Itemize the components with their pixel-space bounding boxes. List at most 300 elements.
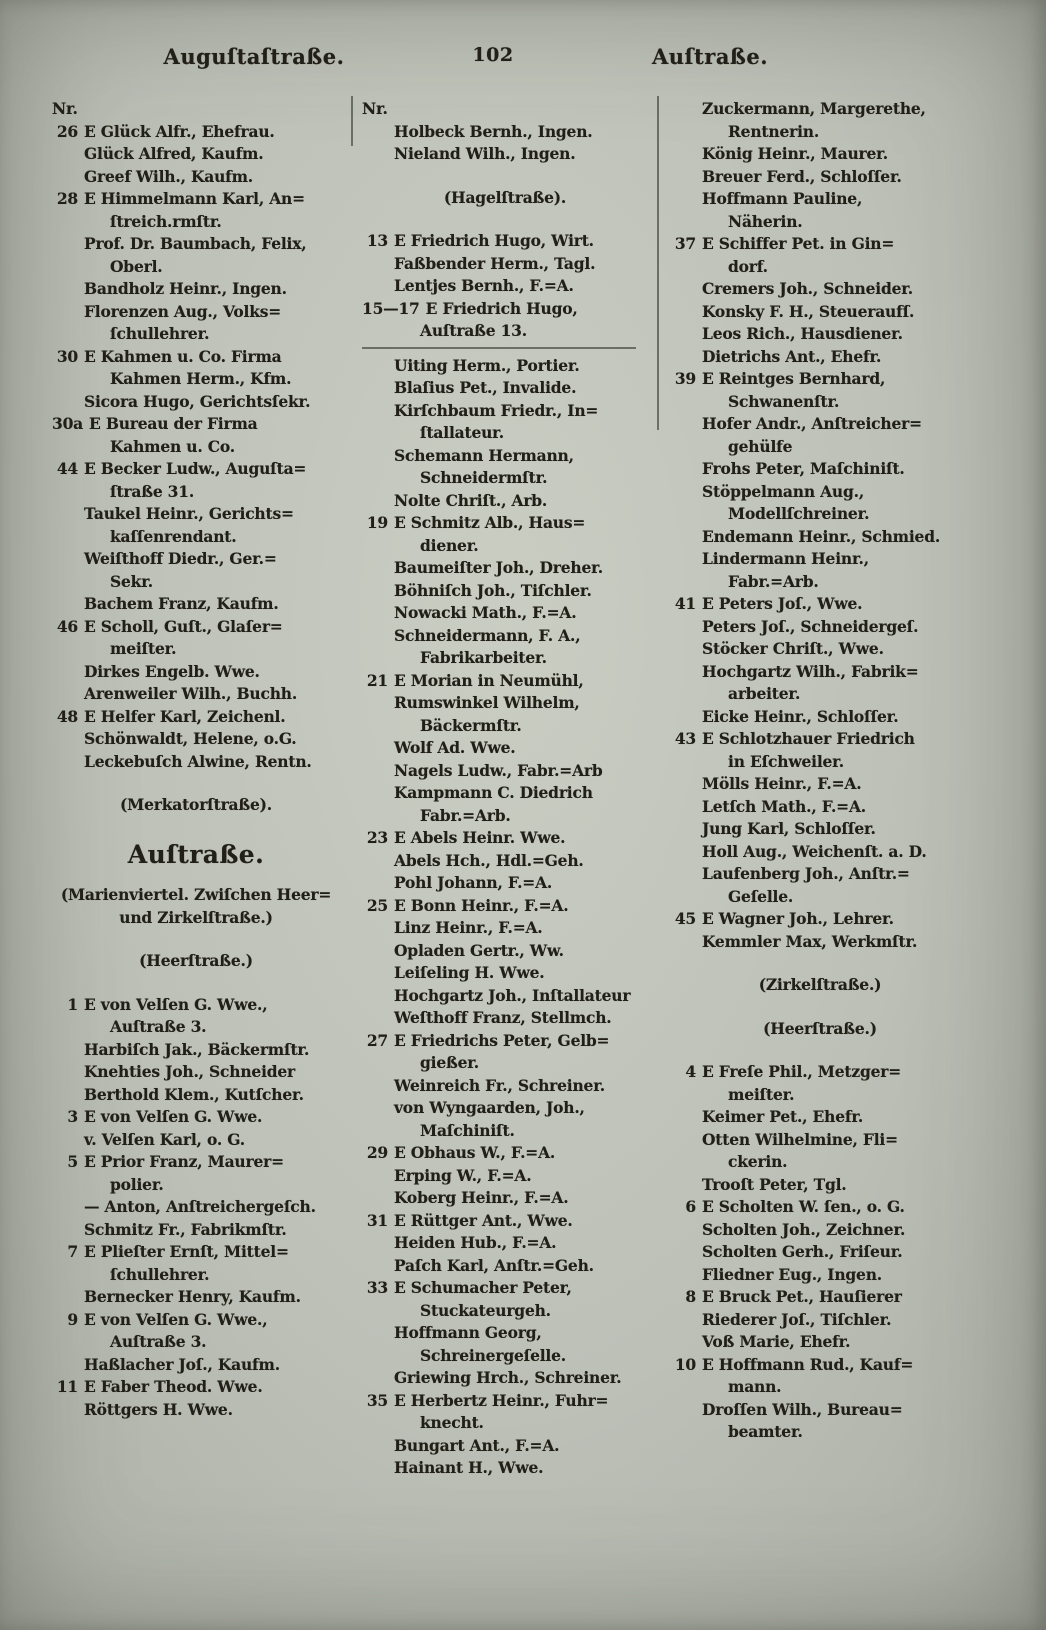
line-text: Holbeck Bernh., Ingen. [394,121,593,141]
directory-entry [362,1277,648,1390]
directory-line [670,121,970,144]
line-text: Griewing Hrch., Schreiner. [394,1368,622,1387]
line-text: von Wyngaarden, Joh., [394,1098,585,1117]
line-text: Fliedner Eug., Ingen. [702,1264,882,1284]
line-text: E Faber Theod. Wwe. [84,1377,263,1396]
directory-line [670,1399,970,1422]
directory-line [670,323,970,346]
directory-line [670,818,970,841]
line-text: Näherin. [728,211,803,231]
directory-line [362,850,648,873]
directory-line [362,985,648,1008]
directory-entry [670,1196,970,1286]
directory-line [52,188,340,211]
directory-line [670,931,970,954]
directory-line [362,580,648,603]
line-text: Frohs Peter, Maſchiniſt. [702,459,905,478]
directory-line [362,121,648,144]
line-text: Sekr. [110,571,153,591]
line-text: Glück Alfred, Kaufm. [84,144,264,163]
directory-line [362,917,648,940]
street-heading: Auſtraße. [127,839,265,869]
directory-line [362,1210,648,1233]
line-text: Schneidermann, F. A., [394,625,581,645]
directory-line [362,625,648,648]
directory-line [362,320,648,343]
line-text: Hofer Andr., Anſtreicher= [702,414,922,433]
directory-line [670,728,970,751]
house-number: 7 [67,1242,78,1261]
house-number: 44 [56,459,78,478]
line-text: Berthold Klem., Kutſcher. [84,1084,304,1104]
line-text: E Reintges Bernhard, [702,369,886,388]
directory-line [52,1354,340,1377]
directory-entry [52,413,340,458]
cross-reference: (Hagelſtraße). [443,187,567,207]
directory-line [52,1399,340,1422]
directory-line [52,121,340,144]
line-text: Kirſchbaum Friedr., In= [394,400,599,420]
line-text: E Kahmen u. Co. Firma [84,346,282,366]
directory-line [362,1435,648,1458]
directory-columns [52,98,1046,1480]
house-number: 29 [366,1143,388,1162]
directory-line [670,301,970,324]
directory-line [362,1390,648,1413]
directory-line [362,512,648,535]
directory-entry [670,908,970,953]
house-number: 3 [67,1107,78,1126]
nr-heading: Nr. [362,99,388,118]
directory-line [362,827,648,850]
page-number: 102 [472,44,514,66]
line-text: Konsky F. H., Steueraufſ. [702,301,915,321]
directory-line [362,1232,648,1255]
line-text: E Morian in Neumühl, [394,670,584,690]
directory-line [52,1061,340,1084]
line-text: E Himmelmann Karl, An= [84,189,305,208]
directory-entry [52,1376,340,1421]
line-text: meiſter. [728,1084,795,1104]
house-number: 31 [366,1210,388,1230]
directory-line [670,1331,970,1354]
directory-line [670,841,970,864]
directory-line [52,593,340,616]
line-text: Trooſt Peter, Tgl. [702,1174,847,1194]
directory-line [362,1052,648,1075]
cross-reference: (Zirkelſtraße.) [758,975,882,994]
nr-heading: Nr. [52,99,78,118]
line-text: Lindermann Heinr., [702,549,869,568]
directory-line [52,616,340,639]
directory-line [52,1376,340,1399]
directory-line [52,1106,340,1129]
directory-line [52,1331,340,1354]
line-text: Schmitz Fr., Fabrikmſtr. [84,1219,287,1239]
directory-line [52,256,340,279]
directory-line [52,503,340,526]
line-text: Stöcker Chriſt., Wwe. [702,639,884,658]
line-text: Schreinergeſelle. [420,1345,566,1365]
directory-line [670,1286,970,1309]
line-text: König Heinr., Maurer. [702,144,888,163]
line-text: beamter. [728,1422,803,1441]
house-number: 9 [67,1309,78,1329]
line-text: E Freſe Phil., Metzger= [702,1062,902,1081]
line-text: Koberg Heinr., F.=A. [394,1188,569,1207]
directory-line [670,548,970,571]
directory-line [670,233,970,256]
house-number: 41 [674,594,696,613]
directory-line [362,1457,648,1480]
directory-entry [52,188,340,346]
line-text: dorf. [728,256,768,276]
directory-line [362,1097,648,1120]
directory-line [670,1174,970,1197]
directory-line [52,994,340,1017]
line-text: Pohl Johann, F.=A. [394,873,553,892]
house-number: 5 [67,1152,78,1171]
line-text: Scholten Gerh., Friſeur. [702,1242,903,1261]
line-text: gehülfe [728,436,793,456]
directory-entry [362,1390,648,1480]
line-text: Weiſthoff Diedr., Ger.= [84,549,277,568]
street-note-line: und Zirkelſtraße.) [119,907,273,927]
directory-line [52,211,340,234]
line-text: Scholten Joh., Zeichner. [702,1219,906,1239]
directory-line [362,670,648,693]
line-text: Hochgartz Joh., Inſtallateur [394,985,631,1005]
line-text: arbeiter. [728,684,801,703]
directory-line [52,751,340,774]
separator-rule [362,347,636,349]
line-text: Riederer Joſ., Tiſchler. [702,1309,892,1329]
street-note [52,884,340,929]
line-text: Böhniſch Joh., Tiſchler. [394,580,592,600]
directory-entry [52,1151,340,1241]
directory-line [52,143,340,166]
line-text: E Obhaus W., F.=A. [394,1143,556,1162]
house-number: 35 [366,1390,388,1410]
line-text: Holl Aug., Weichenſt. a. D. [702,841,927,861]
line-text: Hoffmann Georg, [394,1323,542,1342]
directory-entry [52,1309,340,1377]
directory-entry [670,98,970,233]
line-text: Nagels Ludw., Fabr.=Arb [394,760,603,780]
directory-line [670,1151,970,1174]
directory-line [670,1196,970,1219]
line-text: Abels Hch., Hdl.=Geh. [394,850,584,870]
line-text: Mölls Heinr., F.=A. [702,774,862,793]
line-text: Opladen Gertr., Ww. [394,940,564,960]
directory-line [362,400,648,423]
directory-line [670,98,970,121]
directory-line [52,1264,340,1287]
directory-line [362,1322,648,1345]
line-text: Leckebuſch Alwine, Rentn. [84,751,312,771]
line-text: Hainant H., Wwe. [394,1458,544,1477]
directory-line [52,301,340,324]
line-text: Breuer Ferd., Schloſſer. [702,166,902,186]
directory-entry [362,895,648,1030]
directory-line [362,760,648,783]
directory-entry [52,616,340,706]
line-text: Paſch Karl, Anſtr.=Geh. [394,1255,594,1275]
line-text: E Schlotzhauer Friedrich [702,729,915,748]
directory-line [362,1300,648,1323]
line-text: Weinreich Fr., Schreiner. [394,1075,605,1095]
line-text: E Helfer Karl, Zeichenl. [84,706,286,726]
directory-line [670,616,970,639]
directory-line [670,481,970,504]
directory-line [670,1376,970,1399]
directory-line [670,863,970,886]
directory-line [362,298,648,321]
line-text: E Glück Alfr., Ehefrau. [84,121,275,141]
house-number: 15—17 [362,298,420,318]
directory-line [362,737,648,760]
directory-line [670,908,970,931]
house-number: 6 [685,1197,696,1216]
line-text: Laufenberg Joh., Anſtr.= [702,864,910,883]
line-text: Modellſchreiner. [728,504,870,523]
directory-line [362,490,648,513]
directory-line [670,1264,970,1287]
line-text: Faßbender Herm., Tagl. [394,253,596,273]
directory-line [670,571,970,594]
line-text: mann. [728,1377,782,1396]
street-note-line: (Marienviertel. Zwiſchen Heer= [60,885,332,904]
directory-line [52,706,340,729]
directory-line [670,391,970,414]
line-text: Otten Wilhelmine, Fli= [702,1129,898,1149]
directory-entry [52,121,340,189]
directory-line [670,796,970,819]
directory-line [52,458,340,481]
line-text: knecht. [420,1413,484,1432]
line-text: Hochgartz Wilh., Fabrik= [702,661,919,681]
directory-entry [52,994,340,1107]
line-text: E Schiffer Pet. in Gin= [702,234,895,253]
line-text: Jung Karl, Schloſſer. [702,819,876,838]
directory-entry [362,670,648,828]
line-text: Bungart Ant., F.=A. [394,1435,560,1455]
directory-line [52,1151,340,1174]
directory-line [670,1106,970,1129]
line-text: E Schumacher Peter, [394,1278,572,1297]
directory-entry [362,1030,648,1143]
line-text: E Bonn Heinr., F.=A. [394,895,569,915]
line-text: Uiting Herm., Portier. [394,355,580,375]
directory-line [670,166,970,189]
directory-entry [670,233,970,368]
directory-line [362,940,648,963]
running-header-right: Auſtraße. [651,44,769,69]
line-text: Dietrichs Ant., Ehefr. [702,346,882,366]
line-text: Lentjes Bernh., F.=A. [394,276,574,295]
house-number: 10 [674,1354,696,1374]
directory-line [52,1196,340,1219]
directory-line [670,256,970,279]
directory-line [670,706,970,729]
line-text: Florenzen Aug., Volks= [84,301,282,321]
directory-entry [362,1210,648,1278]
directory-line [362,1120,648,1143]
line-text: ſchullehrer. [110,1264,210,1284]
line-text: Baumeiſter Joh., Dreher. [394,558,603,577]
line-text: Nowacki Math., F.=A. [394,603,577,622]
house-number: 28 [56,189,78,208]
directory-line [670,1084,970,1107]
directory-line [362,230,648,253]
line-text: Auſtraße 13. [420,321,527,340]
directory-line [52,638,340,661]
directory-line [670,683,970,706]
directory-line [52,548,340,571]
directory-entry [52,706,340,774]
line-text: E Friedrich Hugo, Wirt. [394,231,594,250]
directory-line [362,557,648,580]
house-number: 39 [674,369,696,388]
line-text: Fabr.=Arb. [420,805,511,825]
directory-line [362,275,648,298]
directory-line [670,436,970,459]
directory-line [52,1241,340,1264]
line-text: Leiſeling H. Wwe. [394,963,545,982]
line-text: Schwanenſtr. [728,391,840,411]
line-text: meiſter. [110,639,177,658]
line-text: diener. [420,535,479,555]
directory-line [362,602,648,625]
directory-column [670,98,970,1444]
line-text: Linz Heinr., F.=A. [394,918,543,937]
directory-line [52,1309,340,1332]
directory-line [362,692,648,715]
house-number: 21 [366,670,388,690]
directory-line [362,895,648,918]
line-text: Eicke Heinr., Schloſſer. [702,706,899,726]
line-text: Kampmann C. Diedrich [394,783,593,802]
directory-line [52,166,340,189]
directory-line [670,413,970,436]
directory-line [52,1174,340,1197]
house-number: 46 [56,616,78,636]
directory-line [670,593,970,616]
line-text: Auſtraße 3. [110,1332,207,1351]
line-text: E Friedrichs Peter, Gelb= [394,1030,610,1050]
line-text: E Rüttger Ant., Wwe. [394,1210,573,1230]
directory-line [52,368,340,391]
line-text: polier. [110,1174,164,1194]
line-text: Erping W., F.=A. [394,1165,532,1185]
directory-line [52,1219,340,1242]
house-number: 43 [674,729,696,748]
line-text: Nolte Chriſt., Arb. [394,490,548,510]
line-text: E Friedrich Hugo, [425,298,578,318]
house-number: 30a [52,414,84,433]
house-number: 27 [366,1030,388,1050]
line-text: E Hoffmann Rud., Kauf= [702,1354,914,1374]
directory-line [362,1255,648,1278]
directory-entry [670,1286,970,1354]
line-text: E von Velſen G. Wwe. [84,1107,263,1126]
line-text: Fabr.=Arb. [728,571,819,591]
directory-line [670,346,970,369]
directory-line [670,638,970,661]
directory-line [52,481,340,504]
house-number: 23 [366,828,388,847]
line-text: E Scholten W. ſen., o. G. [702,1197,905,1216]
directory-line [52,1016,340,1039]
line-text: E Wagner Joh., Lehrer. [702,909,894,928]
directory-line [52,278,340,301]
line-text: gießer. [420,1053,479,1072]
directory-line [670,1241,970,1264]
directory-line [670,458,970,481]
line-text: E Plieſter Ernſt, Mittel= [84,1242,289,1261]
directory-line [362,872,648,895]
line-text: Stöppelmann Aug., [702,481,865,501]
line-text: Droſſen Wilh., Bureau= [702,1399,903,1419]
line-text: Schemann Hermann, [394,445,574,465]
directory-line [362,355,648,378]
directory-line [52,1039,340,1062]
line-text: E Peters Joſ., Wwe. [702,594,863,613]
line-text: E Becker Ludw., Auguſta= [84,459,307,478]
directory-line [670,278,970,301]
line-text: Hoffmann Pauline, [702,189,863,208]
line-text: Taukel Heinr., Gerichts= [84,504,294,523]
line-text: E Abels Heinr. Wwe. [394,828,566,847]
directory-line [52,728,340,751]
line-text: Kemmler Max, Werkmſtr. [702,931,918,951]
line-text: ſchullehrer. [110,324,210,343]
line-text: Kahmen u. Co. [110,436,235,456]
directory-line [52,391,340,414]
line-text: Auſtraße 3. [110,1017,207,1036]
directory-line [52,346,340,369]
directory-line [362,1142,648,1165]
directory-entry [52,1241,340,1309]
directory-line [670,1421,970,1444]
directory-line [670,368,970,391]
house-number: 4 [685,1062,696,1081]
line-text: E Prior Franz, Maurer= [84,1152,284,1171]
directory-line [52,1084,340,1107]
directory-line [362,445,648,468]
line-text: kaſſenrendant. [110,526,237,546]
directory-line [52,526,340,549]
line-text: Maſchiniſt. [420,1120,515,1140]
line-text: Bäckermſtr. [420,715,522,735]
directory-entry [670,728,970,908]
directory-entry [670,1354,970,1444]
line-text: in Eſchweiler. [728,751,844,771]
line-text: Sicora Hugo, Gerichtsſekr. [84,391,311,411]
line-text: Bernecker Henry, Kaufm. [84,1287,301,1306]
line-text: Bandholz Heinr., Ingen. [84,279,287,298]
directory-line [670,1061,970,1084]
line-text: Arenweiler Wilh., Buchh. [84,684,298,703]
line-text: E Bureau der Firma [89,414,258,433]
house-number: 1 [67,994,78,1014]
directory-line [670,143,970,166]
line-text: Rumswinkel Wilhelm, [394,693,580,712]
directory-line [52,233,340,256]
directory-line [52,683,340,706]
directory-entry [362,121,648,166]
directory-line [670,503,970,526]
